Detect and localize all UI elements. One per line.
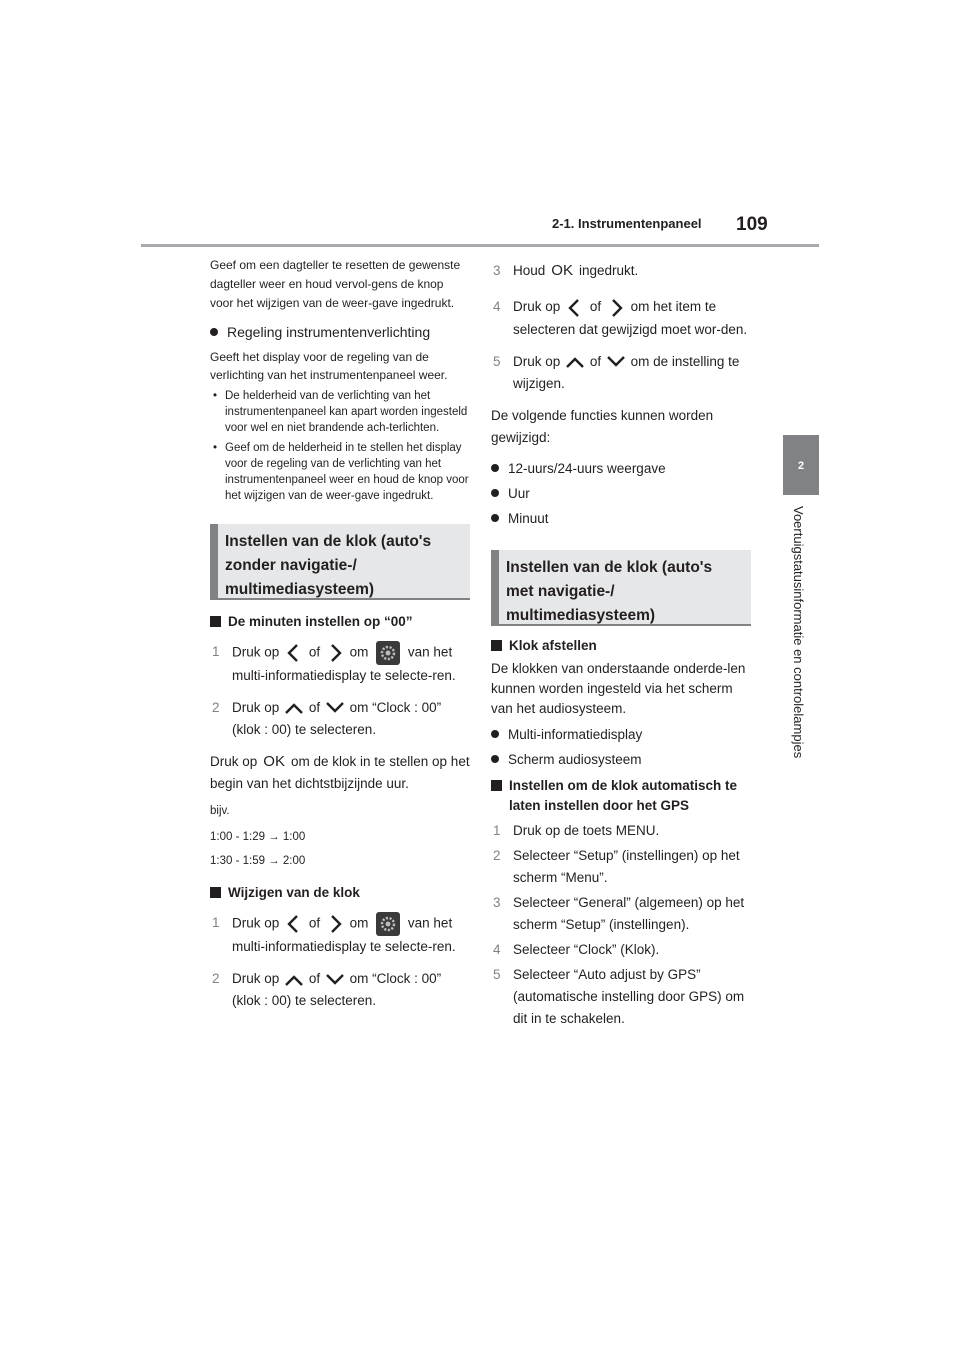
chevron-left-icon xyxy=(283,642,305,664)
intro-paragraph: Geef om een dagteller te resetten de gewenste dagteller weer en houd vervol-gens de knop voor het wijzigen van de weer-gave ingedrukt. xyxy=(210,258,461,310)
chevron-down-icon xyxy=(324,700,346,716)
bullet-heading: Regeling instrumentenverlichting xyxy=(210,321,470,343)
left-column xyxy=(210,256,470,1012)
bullet-description: Geeft het display voor de regeling van de verlichting van het instrumentenpaneel weer. xyxy=(210,350,448,382)
chevron-left-icon xyxy=(564,297,586,319)
section-box-title: Instellen van de klok (auto's zonder navigatie-/ multimediasysteem) xyxy=(210,524,470,600)
step-item: 1 Druk op of om van het multi-informatiedisplay te selecte-ren. xyxy=(210,912,470,958)
bullet-dot-icon xyxy=(491,489,499,497)
step-item: 3 Houd OK ingedrukt. xyxy=(491,260,751,282)
step-item: 2 Druk op of om “Clock : 00” (klok : 00) te selecteren. xyxy=(212,700,442,737)
square-bullet-icon xyxy=(210,616,221,627)
bullet-dot-icon xyxy=(491,730,499,738)
step-item: 1 Druk op de toets MENU. xyxy=(493,822,660,838)
step-item: 2 Selecteer “Setup” (instellingen) op het scherm “Menu”. xyxy=(493,847,740,885)
subheading-minutes: De minuten instellen op “00” xyxy=(210,612,470,632)
ok-icon: OK xyxy=(263,753,285,771)
example-line: 1:00 - 1:29 → 1:00 xyxy=(210,831,306,844)
step-item: 5 Selecteer “Auto adjust by GPS” (automatische instelling door GPS) om dit in te schakelen. xyxy=(493,966,745,1026)
gear-icon xyxy=(376,641,400,665)
step-item: 2 Druk op of om “Clock : 00” (klok : 00) te selecteren. xyxy=(212,971,442,1009)
screen-item: Multi-informatiedisplay xyxy=(491,724,751,746)
functions-intro: De volgende functies kunnen worden gewijzigd: xyxy=(491,407,714,445)
function-item: 12-uurs/24-uurs weergave xyxy=(491,458,751,480)
section-title: 2-1. Instrumentenpaneel xyxy=(552,216,702,231)
function-item: Uur xyxy=(491,483,751,505)
subheading-change-clock: Wijzigen van de klok xyxy=(210,883,470,903)
chevron-right-icon xyxy=(324,642,346,664)
chapter-title: Voertuigstatusinformatie en controlelampjes xyxy=(791,506,806,759)
right-column xyxy=(491,256,751,1030)
clock-adjust-desc: De klokken van onderstaande onderde-len kunnen worden ingesteld via het scherm van het audiosysteem. xyxy=(491,660,746,716)
chevron-up-icon xyxy=(283,972,305,988)
step-item: 5 Druk op of om de instelling te wijzigen. xyxy=(493,353,740,391)
ok-icon: OK xyxy=(551,262,573,280)
subheading-clock-adjust: Klok afstellen xyxy=(491,636,751,656)
section-box-title: Instellen van de klok (auto's met navigatie-/ multimediasysteem) xyxy=(491,550,751,626)
bullet-dot-icon xyxy=(491,514,499,522)
chevron-right-icon xyxy=(324,913,346,935)
step-item: 1 Druk op of om van het multi-informatiedisplay te selecte-ren. xyxy=(210,641,470,687)
gear-icon xyxy=(376,912,400,936)
square-bullet-icon xyxy=(491,780,502,791)
note-list xyxy=(210,388,470,504)
note-item: • Geef om de helderheid in te stellen het display voor de regeling van de verlichting van het instrumentenpaneel weer en houd de knop voor het wijzigen van de weer-gave ingedrukt. xyxy=(210,440,470,504)
chevron-down-icon xyxy=(324,972,346,988)
step-item: 3 Selecteer “General” (algemeen) op het scherm “Setup” (instellingen). xyxy=(493,894,745,932)
step-item: 4 Selecteer “Clock” (Klok). xyxy=(493,941,660,957)
screen-item: Scherm audiosysteem xyxy=(491,749,751,771)
subheading-gps: Instellen om de klok automatisch te laten instellen door het GPS xyxy=(491,776,751,816)
chevron-down-icon xyxy=(605,354,627,370)
header-divider xyxy=(141,244,819,247)
square-bullet-icon xyxy=(491,640,502,651)
chevron-left-icon xyxy=(283,913,305,935)
chapter-tab: 2 xyxy=(783,435,819,495)
bullet-dot-icon xyxy=(491,755,499,763)
bullet-dot-icon xyxy=(491,464,499,472)
example-line: 1:30 - 1:59 → 2:00 xyxy=(210,855,306,868)
example-label: bijv. xyxy=(210,805,230,818)
function-item: Minuut xyxy=(491,508,751,530)
chevron-up-icon xyxy=(283,700,305,716)
page-number: 109 xyxy=(736,214,768,235)
step-item: 4 Druk op of om het item te selecteren dat gewijzigd moet wor-den. xyxy=(491,296,751,340)
note-item: • De helderheid van de verlichting van het instrumentenpaneel kan apart worden ingesteld voor wel en niet brandende ach-terlichten. xyxy=(210,388,470,436)
chevron-right-icon xyxy=(605,297,627,319)
ok-paragraph: Druk op OK om de klok in te stellen op het begin van het dichtstbijzijnde uur. xyxy=(210,753,470,792)
square-bullet-icon xyxy=(210,887,221,898)
bullet-dot-icon xyxy=(210,328,218,336)
chevron-up-icon xyxy=(564,354,586,370)
